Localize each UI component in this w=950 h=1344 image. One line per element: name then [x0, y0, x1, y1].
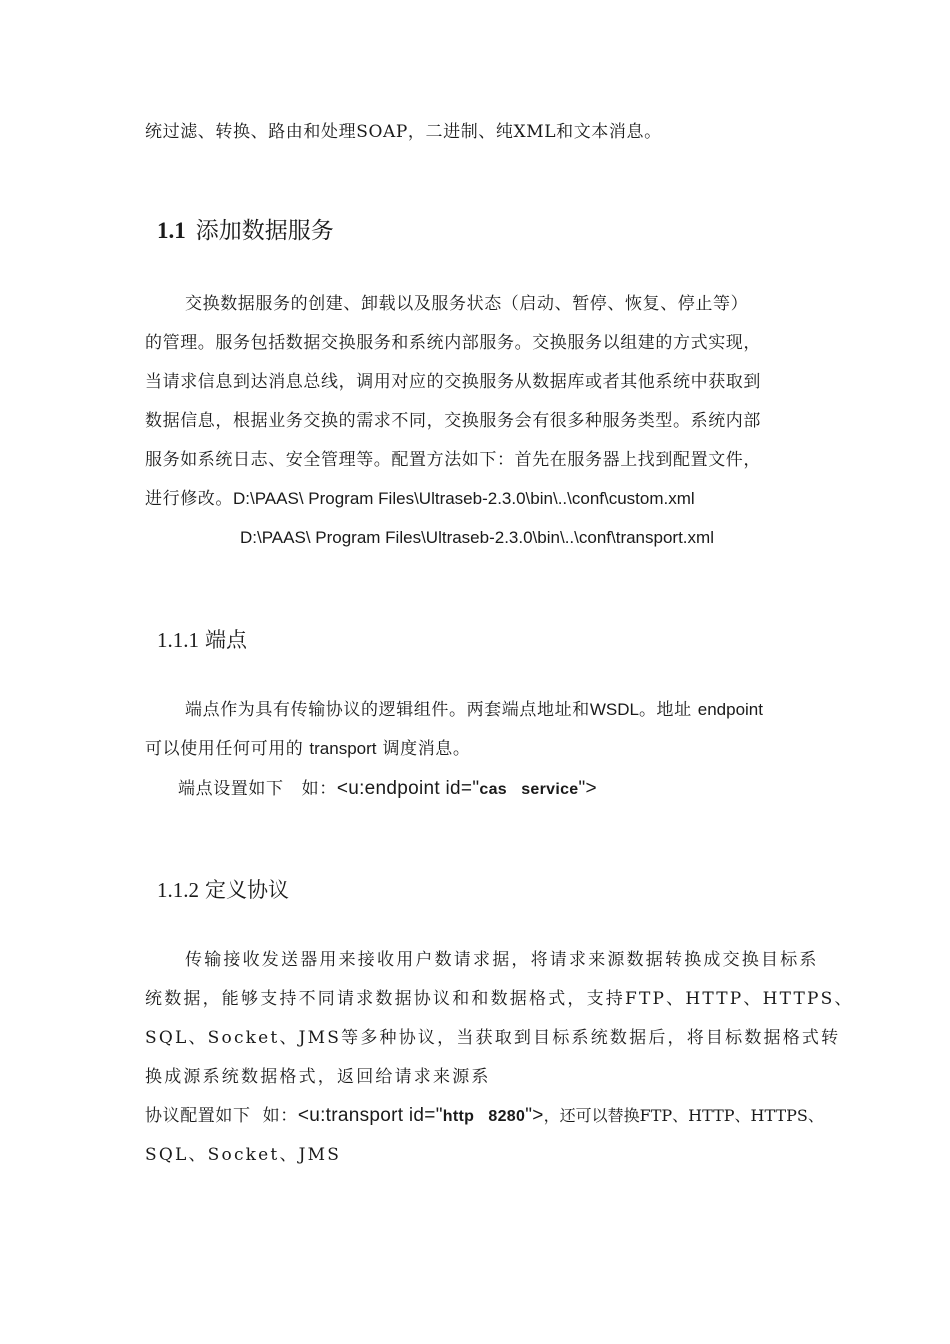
paragraph-line: 换成源系统数据格式，返回给请求来源系 — [145, 1067, 491, 1087]
section-title: 定义协议 — [205, 878, 289, 902]
section-number: 1.1.2 — [157, 878, 199, 902]
paragraph-line: 传输接收发送器用来接收用户数请求据，将请求来源数据转换成交换目标系 — [185, 950, 819, 970]
config-code — [337, 778, 597, 799]
paragraph-line — [145, 487, 815, 511]
paragraph-text: 端点作为具有传输协议的逻辑组件。两套端点地址和 — [185, 700, 590, 720]
config-label: 端点设置如下 如： — [178, 779, 337, 799]
paragraph-text: 。地址 — [638, 700, 698, 720]
paragraph-line: 统数据，能够支持不同请求数据协议和和数据格式，支持FTP、HTTP、HTTPS、 — [145, 989, 854, 1009]
config-code — [298, 1105, 544, 1126]
paragraph-line: 的管理。服务包括数据交换服务和系统内部服务。交换服务以组建的方式实现， — [145, 333, 761, 353]
paragraph-line: SQL、Socket、JMS等多种协议，当获取到目标系统数据后，将目标数据格式转 — [145, 1028, 841, 1048]
config-path: D:\PAAS\ Program Files\Ultraseb-2.3.0\bin\..\conf\transport.xml — [240, 528, 714, 547]
section-title: 端点 — [205, 628, 247, 652]
section-heading-1-1 — [157, 216, 334, 246]
paragraph-line — [185, 698, 855, 722]
paragraph-text: 可以使用任何可用的 — [145, 739, 310, 759]
paragraph-text: 调度消息。 — [376, 739, 471, 759]
config-label: 协议配置如下 如： — [145, 1106, 298, 1126]
code-prefix: <u:transport id=" — [297, 1105, 443, 1126]
paragraph-line: 交换数据服务的创建、卸载以及服务状态（启动、暂停、恢复、停止等） — [185, 294, 749, 314]
config-example-line — [145, 1104, 824, 1129]
paragraph-line: 当请求信息到达消息总线，调用对应的交换服务从数据库或者其他系统中获取到 — [145, 372, 761, 392]
code-value: cas service — [479, 781, 579, 798]
code-suffix: "> — [578, 778, 597, 799]
code-value: http 8280 — [442, 1108, 526, 1125]
paragraph-line: SQL、Socket、JMS — [145, 1145, 342, 1165]
config-example-line — [178, 777, 848, 802]
term-wsdl: WSDL — [589, 700, 639, 719]
paragraph-line: 服务如系统日志、安全管理等。配置方法如下：首先在服务器上找到配置文件， — [145, 450, 761, 470]
section-heading-1-1-2 — [157, 876, 289, 904]
term-transport: transport — [309, 739, 377, 758]
config-path: D:\PAAS\ Program Files\Ultraseb-2.3.0\bin\..\conf\custom.xml — [233, 489, 695, 508]
section-heading-1-1-1 — [157, 626, 247, 654]
paragraph-text: ，还可以替换FTP、HTTP、HTTPS、 — [543, 1106, 824, 1125]
intro-line: 统过滤、转换、路由和处理SOAP，二进制、纯XML和文本消息。 — [145, 122, 662, 142]
paragraph-line: 数据信息，根据业务交换的需求不同，交换服务会有很多种服务类型。系统内部 — [145, 411, 761, 431]
section-number: 1.1 — [157, 218, 186, 243]
section-number: 1.1.1 — [157, 628, 199, 652]
paragraph-line — [145, 737, 815, 761]
paragraph-text: 进行修改。 — [145, 489, 233, 509]
code-suffix: "> — [525, 1105, 544, 1126]
section-title: 添加数据服务 — [195, 218, 334, 244]
code-prefix: <u:endpoint id=" — [336, 778, 480, 799]
term-endpoint: endpoint — [697, 700, 763, 719]
